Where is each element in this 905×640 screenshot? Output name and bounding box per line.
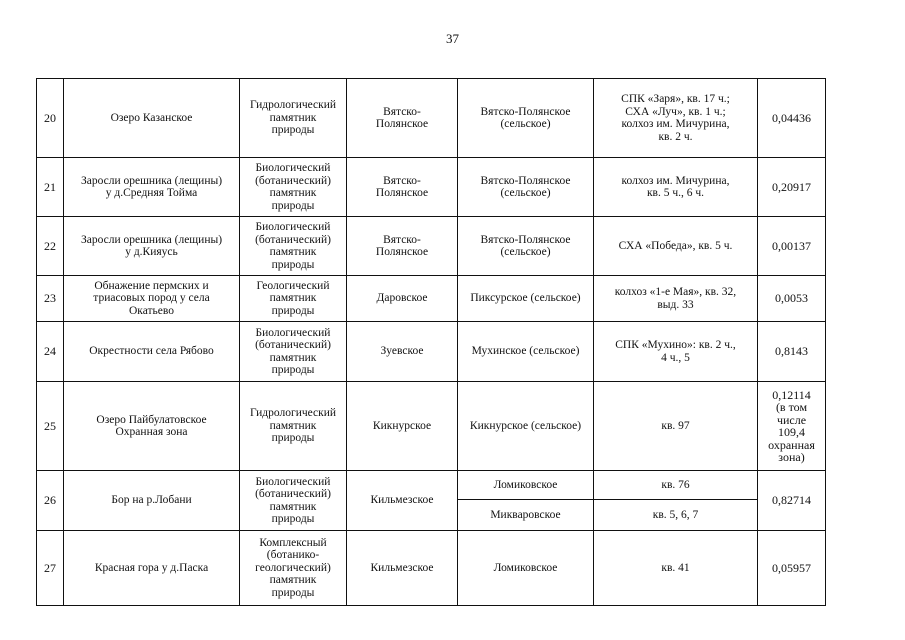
monument-name: Бор на р.Лобани (64, 471, 240, 531)
table-row (37, 276, 826, 322)
monument-type: Биологический (ботанический) памятник природы (240, 217, 347, 276)
row-number: 20 (37, 79, 64, 158)
area: 0,04436 (758, 79, 826, 158)
monument-type: Гидрологический памятник природы (240, 79, 347, 158)
row-number: 24 (37, 322, 64, 382)
district: Зуевское (347, 322, 458, 382)
area: 0,20917 (758, 158, 826, 217)
monument-type: Комплексный (ботанико- геологический) памятник природы (240, 531, 347, 606)
monument-name: Окрестности села Рябово (64, 322, 240, 382)
monument-type: Биологический (ботанический) памятник природы (240, 322, 347, 382)
settlement: Пиксурское (сельское) (458, 276, 594, 322)
table-row (37, 158, 826, 217)
district: Вятско- Полянское (347, 79, 458, 158)
settlement: Вятско-Полянское (сельское) (458, 158, 594, 217)
row-number: 26 (37, 471, 64, 531)
monument-name: Озеро Пайбулатовское Охранная зона (64, 382, 240, 471)
monument-name: Обнажение пермских и триасовых пород у села Окатьево (64, 276, 240, 322)
land-parcel: кв. 41 (594, 531, 758, 606)
settlement: Ломиковское (458, 471, 594, 500)
land-parcel: СХА «Победа», кв. 5 ч. (594, 217, 758, 276)
row-number: 22 (37, 217, 64, 276)
settlement: Мухинское (сельское) (458, 322, 594, 382)
monument-type: Геологический памятник природы (240, 276, 347, 322)
settlement: Вятско-Полянское (сельское) (458, 217, 594, 276)
table-row (37, 382, 826, 471)
land-parcel: колхоз им. Мичурина, кв. 5 ч., 6 ч. (594, 158, 758, 217)
district: Кикнурское (347, 382, 458, 471)
area: 0,12114 (в том числе 109,4 охранная зона) (758, 382, 826, 471)
settlement: Вятско-Полянское (сельское) (458, 79, 594, 158)
area: 0,8143 (758, 322, 826, 382)
row-number: 25 (37, 382, 64, 471)
land-parcel: кв. 76 (594, 471, 758, 500)
monument-name: Заросли орешника (лещины) у д.Кияусь (64, 217, 240, 276)
monument-type: Биологический (ботанический) памятник природы (240, 471, 347, 531)
monument-name: Заросли орешника (лещины) у д.Средняя Тойма (64, 158, 240, 217)
land-parcel: кв. 97 (594, 382, 758, 471)
settlement: Микваровское (458, 500, 594, 531)
monument-type: Гидрологический памятник природы (240, 382, 347, 471)
monument-name: Красная гора у д.Паска (64, 531, 240, 606)
table-row (37, 531, 826, 606)
district: Вятско- Полянское (347, 158, 458, 217)
monument-name: Озеро Казанское (64, 79, 240, 158)
monument-type: Биологический (ботанический) памятник природы (240, 158, 347, 217)
land-parcel: колхоз «1-е Мая», кв. 32, выд. 33 (594, 276, 758, 322)
area: 0,82714 (758, 471, 826, 531)
land-parcel: кв. 5, 6, 7 (594, 500, 758, 531)
table-row (37, 322, 826, 382)
monuments-table (36, 78, 826, 606)
district: Вятско- Полянское (347, 217, 458, 276)
area: 0,0053 (758, 276, 826, 322)
row-number: 27 (37, 531, 64, 606)
table-row (37, 79, 826, 158)
table-row (37, 471, 826, 500)
table-row (37, 217, 826, 276)
area: 0,05957 (758, 531, 826, 606)
settlement: Кикнурское (сельское) (458, 382, 594, 471)
land-parcel: СПК «Заря», кв. 17 ч.; СХА «Луч», кв. 1 ч.; колхоз им. Мичурина, кв. 2 ч. (594, 79, 758, 158)
page-number: 37 (446, 31, 459, 46)
district: Даровское (347, 276, 458, 322)
settlement: Ломиковское (458, 531, 594, 606)
row-number: 21 (37, 158, 64, 217)
row-number: 23 (37, 276, 64, 322)
land-parcel: СПК «Мухино»: кв. 2 ч., 4 ч., 5 (594, 322, 758, 382)
area: 0,00137 (758, 217, 826, 276)
district: Кильмезское (347, 531, 458, 606)
district: Кильмезское (347, 471, 458, 531)
